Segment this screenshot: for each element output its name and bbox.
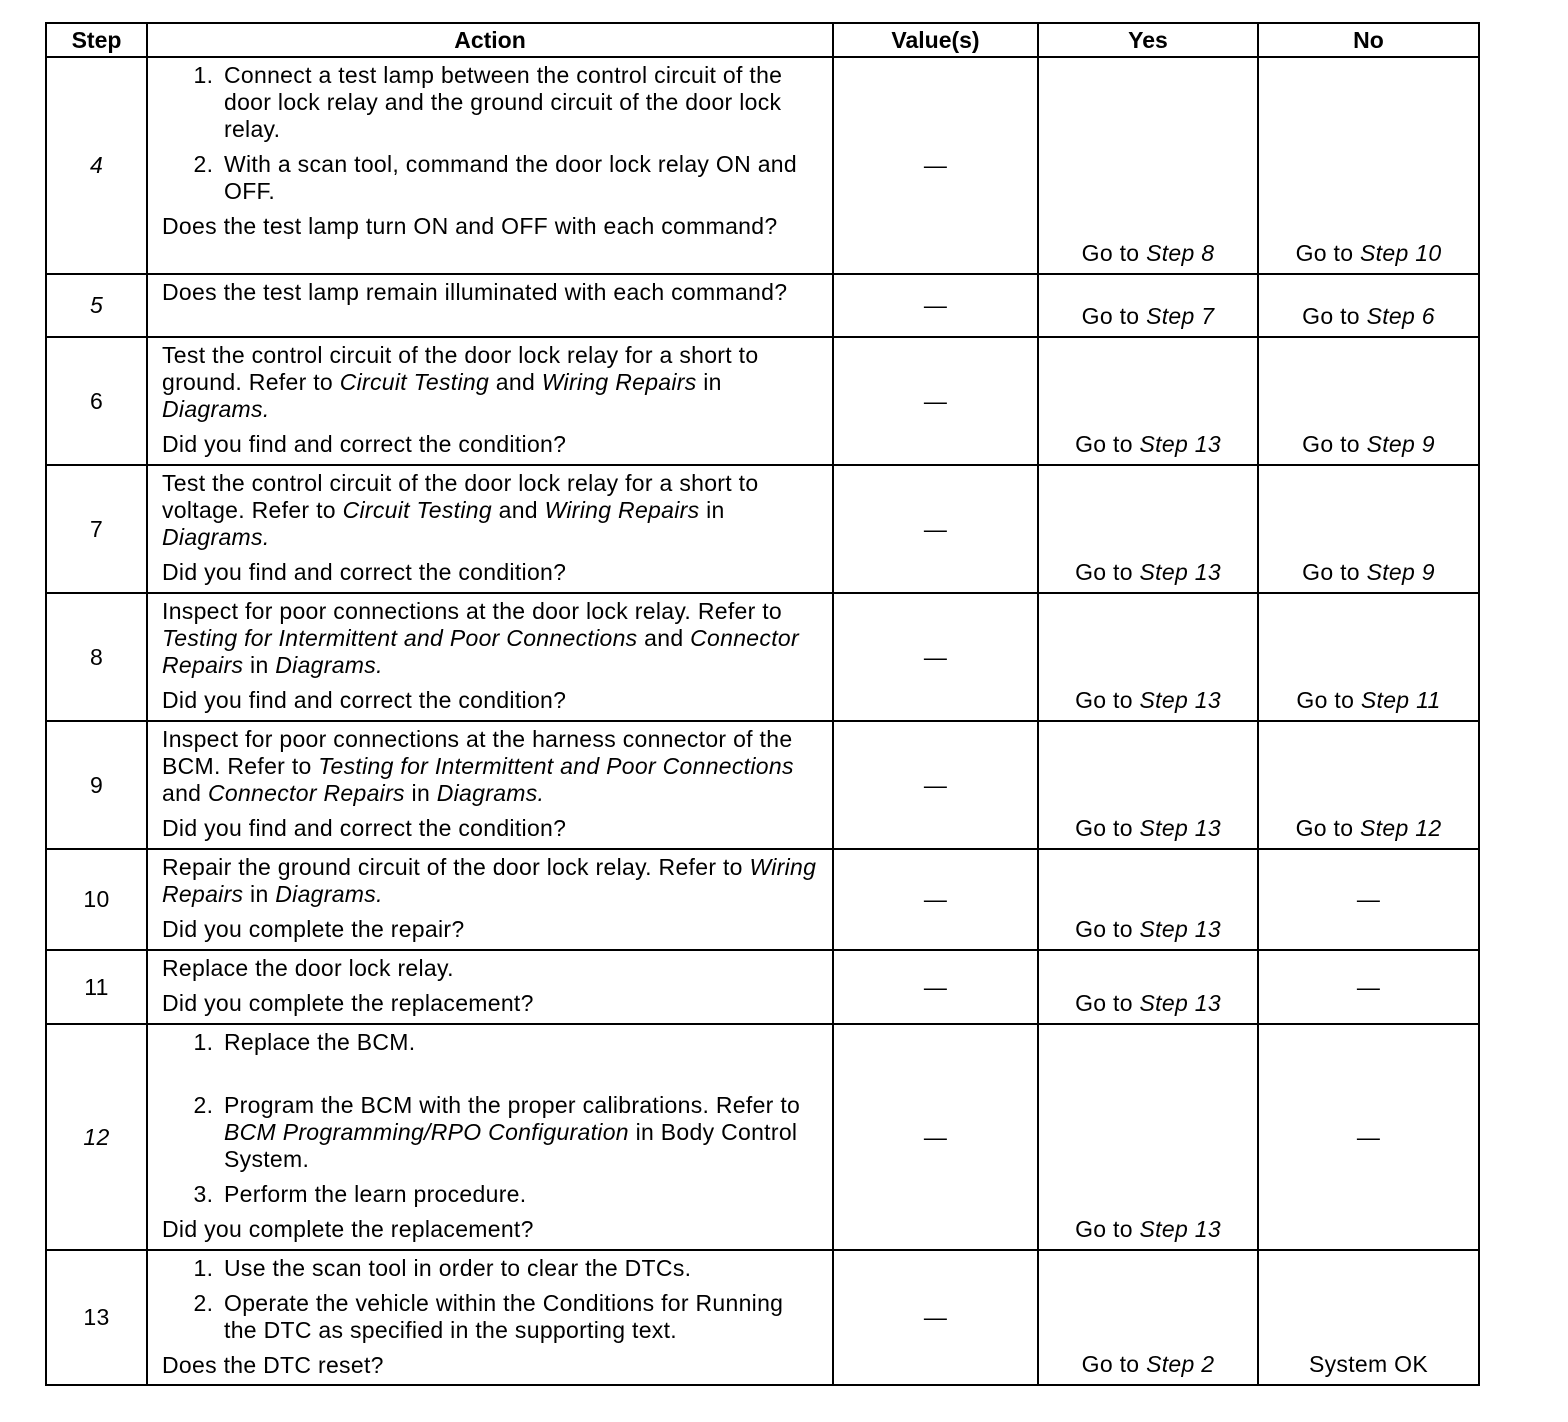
action-cell (147, 950, 833, 1024)
doc-reference: Diagrams. (275, 652, 383, 678)
table-row (46, 57, 1479, 274)
action-instruction: Test the control circuit of the door lock relay for a short to voltage. Refer to Circuit Testing and Wiring Repairs in Diagrams. (162, 470, 759, 550)
action-cell (147, 274, 833, 337)
no-cell: — (1258, 849, 1479, 950)
action-question: Does the test lamp remain illuminated with each command? (162, 279, 788, 305)
action-cell (147, 57, 833, 274)
header-yes: Yes (1038, 23, 1258, 57)
step-number: 4 (46, 57, 147, 274)
yes-step-ref: Step 8 (1146, 240, 1215, 266)
list-item: 2. Program the BCM with the proper calibrations. Refer to BCM Programming/RPO Configuration in Body Control System. (220, 1092, 822, 1173)
table-row (46, 593, 1479, 721)
no-step-ref: Step 11 (1360, 687, 1441, 713)
yes-cell (1038, 950, 1258, 1024)
action-cell (147, 593, 833, 721)
yes-text: Go to (1081, 1351, 1147, 1377)
no-cell (1258, 274, 1479, 337)
yes-text: Go to (1075, 815, 1140, 841)
value-cell: — (833, 1250, 1038, 1385)
yes-cell (1038, 1250, 1258, 1385)
yes-cell (1038, 1024, 1258, 1250)
list-item: 2. With a scan tool, command the door lock relay ON and OFF. (220, 151, 822, 205)
doc-reference: Connector Repairs (162, 625, 799, 678)
no-text: Go to (1295, 815, 1361, 841)
no-cell (1258, 465, 1479, 593)
yes-cell (1038, 849, 1258, 950)
yes-step-ref: Step 13 (1139, 687, 1221, 713)
action-question: Did you complete the repair? (162, 916, 465, 942)
yes-step-ref: Step 13 (1139, 990, 1221, 1016)
action-instruction: Inspect for poor connections at the harness connector of the BCM. Refer to Testing for Intermittent and Poor Connections and Connector Repairs in Diagrams. (162, 726, 794, 806)
doc-reference: Diagrams. (436, 780, 545, 806)
no-step-ref: Step 9 (1366, 431, 1435, 457)
no-cell: System OK (1258, 1250, 1479, 1385)
yes-step-ref: Step 13 (1139, 815, 1221, 841)
table-header-row (46, 23, 1479, 57)
header-no: No (1258, 23, 1479, 57)
yes-text: Go to (1075, 990, 1140, 1016)
table-row (46, 950, 1479, 1024)
no-step-ref: Step 9 (1366, 559, 1435, 585)
table-row (46, 465, 1479, 593)
header-action: Action (147, 23, 833, 57)
doc-reference: Wiring Repairs (162, 854, 817, 907)
no-text: Go to (1302, 431, 1367, 457)
list-item: 3. Perform the learn procedure. (220, 1181, 822, 1208)
doc-reference: Wiring Repairs (544, 497, 700, 523)
no-text: Go to (1302, 303, 1367, 329)
doc-reference: Diagrams. (162, 396, 270, 422)
action-cell (147, 849, 833, 950)
action-list (162, 1255, 822, 1344)
doc-reference: Diagrams. (162, 524, 270, 550)
value-cell: — (833, 465, 1038, 593)
doc-reference: BCM Programming/RPO Configuration (224, 1119, 629, 1145)
no-cell (1258, 721, 1479, 849)
table-row (46, 1024, 1479, 1250)
yes-text: Go to (1081, 240, 1147, 266)
table-row (46, 849, 1479, 950)
yes-cell (1038, 465, 1258, 593)
table-row (46, 274, 1479, 337)
doc-reference: Testing for Intermittent and Poor Connections (162, 625, 638, 651)
value-cell: — (833, 57, 1038, 274)
action-question: Did you find and correct the condition? (162, 687, 567, 713)
no-cell (1258, 593, 1479, 721)
yes-step-ref: Step 13 (1139, 431, 1221, 457)
yes-step-ref: Step 13 (1139, 916, 1221, 942)
step-number: 6 (46, 337, 147, 465)
action-question: Did you find and correct the condition? (162, 559, 567, 585)
action-question: Did you complete the replacement? (162, 990, 534, 1016)
action-question: Did you find and correct the condition? (162, 815, 567, 841)
action-instruction: Repair the ground circuit of the door lock relay. Refer to Wiring Repairs in Diagrams. (162, 854, 817, 907)
action-question: Does the DTC reset? (162, 1352, 384, 1378)
step-number: 9 (46, 721, 147, 849)
yes-text: Go to (1081, 303, 1147, 329)
action-cell (147, 337, 833, 465)
list-item: 1. Connect a test lamp between the control circuit of the door lock relay and the ground circuit of the door lock relay. (220, 62, 822, 143)
action-question: Did you find and correct the condition? (162, 431, 567, 457)
no-step-ref: Step 10 (1360, 240, 1442, 266)
yes-cell (1038, 274, 1258, 337)
yes-text: Go to (1075, 687, 1140, 713)
yes-step-ref: Step 13 (1139, 559, 1221, 585)
table-row (46, 1250, 1479, 1385)
action-instruction: Test the control circuit of the door lock relay for a short to ground. Refer to Circuit Testing and Wiring Repairs in Diagrams. (162, 342, 759, 422)
step-number: 5 (46, 274, 147, 337)
no-cell: — (1258, 1024, 1479, 1250)
step-number: 12 (46, 1024, 147, 1250)
yes-step-ref: Step 7 (1146, 303, 1215, 329)
header-values: Value(s) (833, 23, 1038, 57)
action-cell (147, 1024, 833, 1250)
step-number: 7 (46, 465, 147, 593)
yes-text: Go to (1075, 431, 1140, 457)
no-step-ref: Step 12 (1360, 815, 1442, 841)
no-cell (1258, 57, 1479, 274)
no-text: Go to (1295, 240, 1361, 266)
value-cell: — (833, 274, 1038, 337)
no-cell (1258, 337, 1479, 465)
yes-step-ref: Step 2 (1146, 1351, 1215, 1377)
action-question: Did you complete the replacement? (162, 1216, 534, 1242)
value-cell: — (833, 593, 1038, 721)
list-item: 1. Replace the BCM. (220, 1029, 822, 1056)
value-cell: — (833, 950, 1038, 1024)
action-cell (147, 1250, 833, 1385)
doc-reference: Circuit Testing (342, 497, 492, 523)
no-step-ref: Step 6 (1366, 303, 1435, 329)
value-cell: — (833, 849, 1038, 950)
yes-text: Go to (1075, 916, 1140, 942)
step-number: 10 (46, 849, 147, 950)
step-number: 8 (46, 593, 147, 721)
yes-text: Go to (1075, 1216, 1140, 1242)
doc-reference: Connector Repairs (207, 780, 405, 806)
doc-reference: Wiring Repairs (541, 369, 697, 395)
doc-reference: Circuit Testing (339, 369, 490, 395)
header-step: Step (46, 23, 147, 57)
action-instruction: Replace the door lock relay. (162, 955, 454, 981)
doc-reference: Testing for Intermittent and Poor Connections (318, 753, 794, 779)
diagnostic-table (45, 22, 1480, 1386)
yes-cell (1038, 593, 1258, 721)
table-row (46, 721, 1479, 849)
action-list (162, 1029, 822, 1208)
yes-cell (1038, 57, 1258, 274)
action-list (162, 62, 822, 205)
yes-text: Go to (1075, 559, 1140, 585)
action-cell (147, 465, 833, 593)
value-cell: — (833, 1024, 1038, 1250)
action-cell (147, 721, 833, 849)
yes-step-ref: Step 13 (1139, 1216, 1221, 1242)
yes-cell (1038, 721, 1258, 849)
list-item: 1. Use the scan tool in order to clear the DTCs. (220, 1255, 822, 1282)
value-cell: — (833, 721, 1038, 849)
doc-reference: Diagrams. (275, 881, 383, 907)
yes-cell (1038, 337, 1258, 465)
no-cell: — (1258, 950, 1479, 1024)
table-row (46, 337, 1479, 465)
action-question: Does the test lamp turn ON and OFF with each command? (162, 213, 778, 239)
value-cell: — (833, 337, 1038, 465)
no-text: Go to (1302, 559, 1367, 585)
step-number: 13 (46, 1250, 147, 1385)
list-item: 2. Operate the vehicle within the Conditions for Running the DTC as specified in the supporting text. (220, 1290, 822, 1344)
step-number: 11 (46, 950, 147, 1024)
action-instruction: Inspect for poor connections at the door lock relay. Refer to Testing for Intermittent and Poor Connections and Connector Repairs in Diagrams. (162, 598, 799, 678)
no-text: Go to (1296, 687, 1361, 713)
